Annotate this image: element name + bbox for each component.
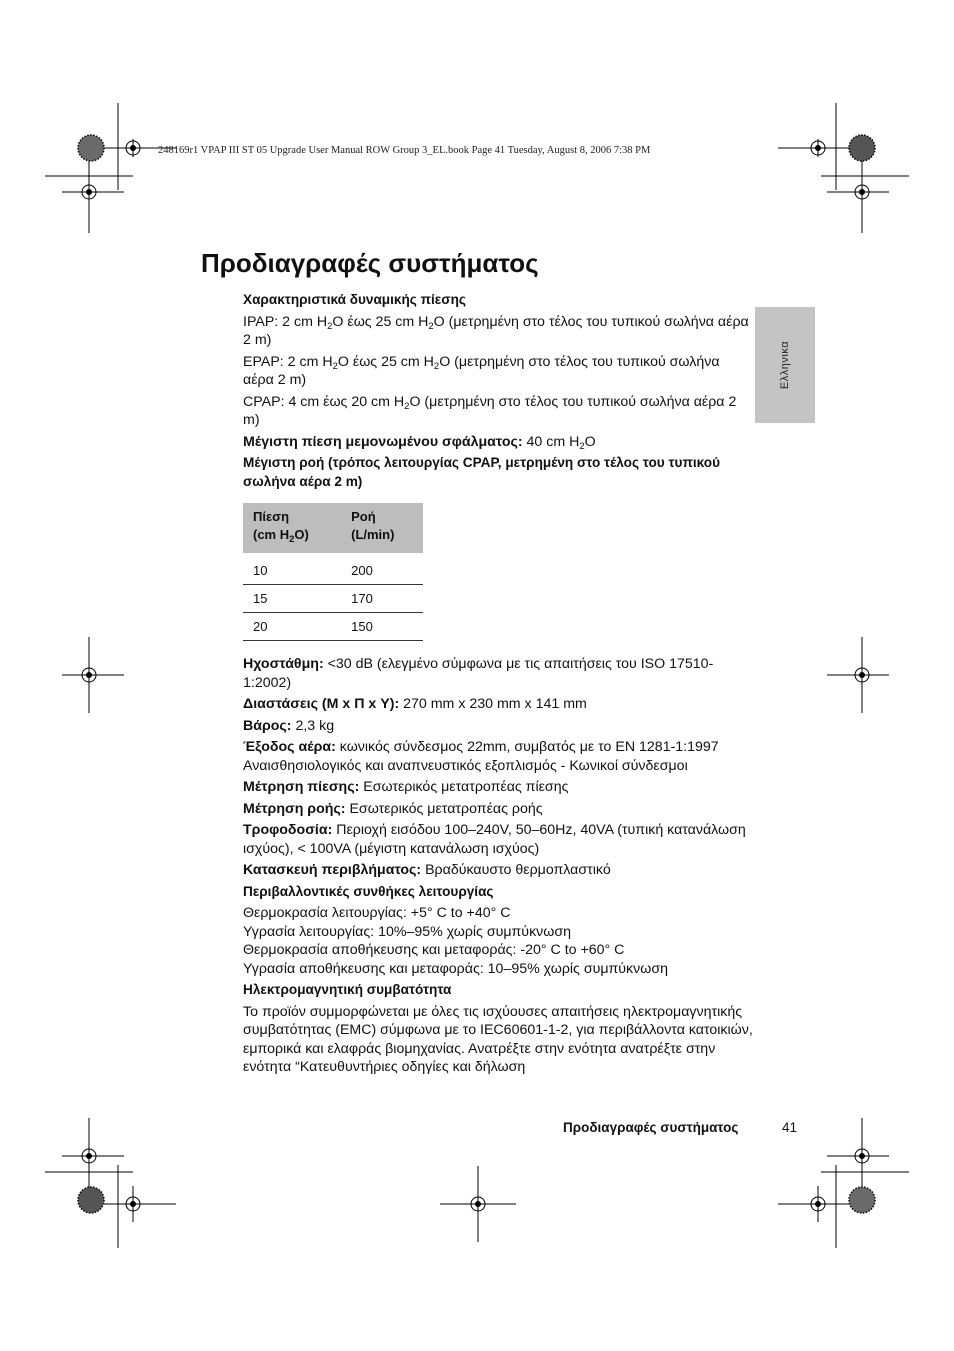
pressure-cell: 20: [243, 613, 341, 641]
dynamic-pressure-heading: Χαρακτηριστικά δυναμικής πίεσης: [243, 292, 466, 307]
power-spec: Τροφοδοσία: Περιοχή εισόδου 100–240V, 50–60Hz, 40VA (τυπική κατανάλωση ισχύος), < 100VA (μέγιστη κατανάλωση ισχύος): [243, 822, 746, 857]
pressure-measurement-spec: Μέτρηση πίεσης: Εσωτερικός μετατροπέας πίεσης: [243, 779, 569, 795]
emc-text: Το προϊόν συμμορφώνεται με όλες τις ισχύουσες απαιτήσεις ηλεκτρομαγνητικής συμβατότητας (EMC) σύμφωνα με το IEC60601-1-2, για περιβάλλοντα κατοικιών, εμπορικά και ελαφράς βιομηχανίας. Ανατρέξτε στην ενότητα ανατρέξτε στην ενότητα “Κατευθυντήριες οδηγίες και δήλωση: [243, 1003, 753, 1075]
dimensions-spec: Διαστάσεις (Μ x Π x Υ): 270 mm x 230 mm x 141 mm: [243, 696, 587, 712]
housing-spec: Κατασκευή περιβλήματος: Βραδύκαυστο θερμοπλαστικό: [243, 862, 611, 878]
flow-cell: 200: [341, 553, 423, 585]
environment-heading: Περιβαλλοντικές συνθήκες λειτουργίας: [243, 883, 494, 899]
air-outlet-spec: Έξοδος αέρα: κωνικός σύνδεσμος 22mm, συμβατός με το EN 1281-1:1997 Αναισθησιολογικός και αναπνευστικός εξοπλισμός - Κωνικοί σύνδεσμοι: [243, 739, 719, 774]
specs-content: [243, 291, 753, 1080]
emc-heading: Ηλεκτρομαγνητική συμβατότητα: [243, 982, 452, 997]
environment-line: Θερμοκρασία αποθήκευσης και μεταφοράς: -20° C to +60° C: [243, 942, 625, 958]
noise-spec: Ηχοστάθμη: <30 dB (ελεγμένο σύμφωνα με τις απαιτήσεις του ISO 17510-1:2002): [243, 656, 714, 691]
environment-line: Υγρασία αποθήκευσης και μεταφοράς: 10–95% χωρίς συμπύκνωση: [243, 960, 668, 977]
weight-spec: Βάρος: 2,3 kg: [243, 717, 335, 734]
environment-line: Θερμοκρασία λειτουργίας: +5° C to +40° C: [243, 905, 511, 921]
language-tab-label: Ελληνικα: [779, 340, 791, 390]
footer-title: Προδιαγραφές συστήματος: [563, 1120, 739, 1135]
environment-line: Υγρασία λειτουργίας: 10%–95% χωρίς συμπύκνωση: [243, 923, 571, 940]
page-title: Προδιαγραφές συστήματος: [201, 248, 539, 278]
pressure-cell: 15: [243, 585, 341, 613]
table-row: [243, 585, 423, 613]
pressure-cell: 10: [243, 553, 341, 585]
page-number: 41: [782, 1120, 798, 1135]
flow-column-header: Ροή (L/min): [341, 503, 423, 553]
ipap-spec: IPAP: 2 cm $H_2O$ έως 25 cm $H_2O$ (μετρημένη στο τέλος του τυπικού σωλήνα αέρα 2 m): [243, 313, 749, 348]
epap-spec: EPAP: 2 cm $H_2O$ έως 25 cm $H_2O$ (μετρημένη στο τέλος του τυπικού σωλήνα αέρα 2 m): [243, 353, 720, 388]
pressure-column-header: Πίεση (cm $H_2O$): [243, 503, 341, 553]
print-header: 248169r1 VPAP III ST 05 Upgrade User Manual ROW Group 3_EL.book Page 41 Tuesday, August 8, 2006 7:38 PM: [158, 145, 651, 156]
flow-table: [243, 503, 423, 641]
environment-list: [243, 904, 753, 978]
flow-measurement-spec: Μέτρηση ροής: Εσωτερικός μετατροπέας ροής: [243, 800, 543, 817]
language-tab: [755, 307, 815, 423]
flow-cell: 170: [341, 585, 423, 613]
max-single-fault-spec: Μέγιστη πίεση μεμονωμένου σφάλματος: 40 cm $H_2O$: [243, 433, 596, 452]
cpap-spec: CPAP: 4 cm έως 20 cm $H_2O$ (μετρημένη στο τέλος του τυπικού σωλήνα αέρα 2 m): [243, 393, 737, 428]
flow-cell: 150: [341, 613, 423, 641]
table-row: [243, 553, 423, 585]
table-row: [243, 613, 423, 641]
max-flow-heading: Μέγιστη ροή (τρόπος λειτουργίας CPAP, μετρημένη στο τέλος του τυπικού σωλήνα αέρα 2 m): [243, 455, 720, 489]
